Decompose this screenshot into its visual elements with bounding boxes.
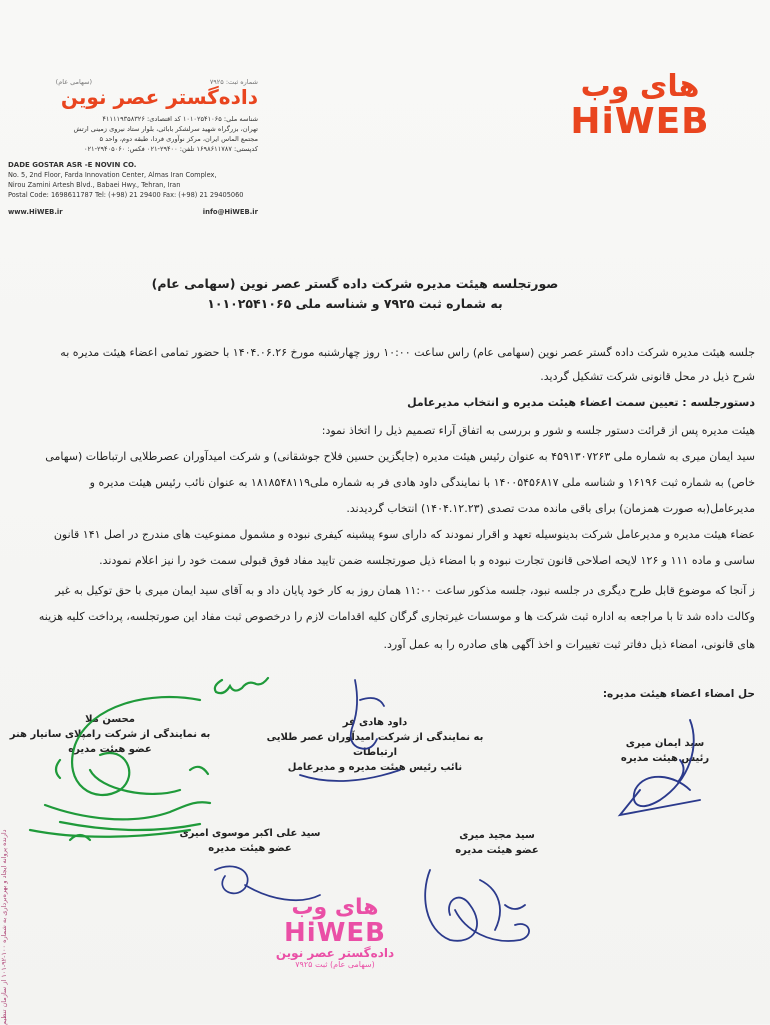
signer-role: رئیس هیئت مدیره (620, 753, 710, 764)
brand-logo-fa: های وب (580, 69, 700, 104)
company-logo-fa: داده‌گستر عصر نوین (60, 85, 258, 109)
blue-signature-chairman (620, 720, 700, 815)
company-email: info@HiWEB.ir (202, 208, 258, 216)
company-address-fa-1: تهران، بزرگراه شهید سرلشکر بابائی، بلوار ستاد نیروی زمینی ارتش (73, 125, 258, 133)
body-line: خاص) به شماره ثبت ۱۶۱۹۶ و شناسه ملی ۱۴۰۰۵۴۵۶۸۱۷ با نمایندگی داود هادی فر به شماره ملی۱۸۱۸۵۴۸۱۱۹ به عنوان نائب رئیس هیئت مدیره و (89, 476, 755, 489)
company-website: www.HiWEB.ir (8, 208, 63, 216)
signer-org: به نمایندگی از شرکت امیدآوران عصر طلایی ارتباطات (266, 732, 484, 758)
green-signature (30, 678, 268, 840)
body-line: وکالت داده شد تا با مراجعه به اداره ثبت شرکت ها و موسسات غیرتجاری گرگان کلیه اقدامات لازم را درخصوص ثبت مفاد این صورتجلسه، پرداخت کلیه هزینه (38, 610, 755, 623)
signer-role: عضو هیئت مدیره (68, 744, 152, 755)
body-line: مدیرعامل(به صورت همزمان) برای باقی مانده مدت تصدی (۱۴۰۴.۱۲.۲۳) انتخاب گردیدند. (346, 502, 755, 515)
company-address-fa-2: مجتمع الماس ایران، مرکز نوآوری فردا، طبقه دوم، واحد ۵ (99, 135, 258, 143)
signer-name: سید ایمان میری (625, 738, 705, 749)
company-address-en-2: Nirou Zamini Artesh Blvd., Babaei Hwy., Tehran, Iran (8, 181, 181, 189)
blue-signature-member-2 (425, 870, 529, 941)
company-name-en: DADE GOSTAR ASR -E NOVIN CO. (8, 161, 137, 169)
stamp-sub: (سهامی عام) ثبت ۷۹۲۵ (295, 960, 375, 969)
signer-role: عضو هیئت مدیره (455, 845, 539, 856)
stamp-company-fa: داده‌گستر عصر نوین (275, 946, 395, 960)
company-type: (سهامی عام) (55, 78, 92, 86)
company-reg-no: شماره ثبت: ۷۹۲۵ (209, 78, 258, 86)
document-title: صورتجلسه هیئت مدیره شرکت داده گستر عصر نوین (سهامی عام) (151, 276, 559, 291)
company-ids: شناسه ملی: ۱۰۱۰۲۵۴۱۰۶۵ کد اقتصادی: ۴۱۱۱۱۹۳۵۸۳۲۶ (102, 115, 258, 123)
signer-name: داود هادی فر (342, 717, 408, 728)
body-line: شرح ذیل در محل قانونی شرکت تشکیل گردید. (540, 370, 755, 383)
agenda-line: دستورجلسه : تعیین سمت اعضاء هیئت مدیره و انتخاب مدیرعامل (407, 396, 755, 409)
company-address-en-1: No. 5, 2nd Floor, Farda Innovation Center, Almas Iran Complex, (8, 171, 217, 179)
stamp-logo-fa: های وب (291, 895, 379, 920)
document-subtitle: به شماره ثبت ۷۹۲۵ و شناسه ملی ۱۰۱۰۲۵۴۱۰۶۵ (207, 296, 503, 311)
signature-block-chairman (600, 736, 730, 766)
company-contact-fa: کدپستی: ۱۶۹۸۶۱۱۷۸۷ تلفن: ۲۹۴۰۰-۰۲۱ فکس: ۲۹۴۰۵۰۶۰-۰۲۱ (83, 145, 258, 153)
signature-block-member-3 (160, 826, 340, 856)
body-line: ساسی و ماده ۱۱۱ و ۱۲۶ لایحه اصلاحی قانون تجارت نبوده و با امضاء ذیل صورتجلسه ضمن تایید مفاد فوق قبولی سمت خود را نیز اعلام نمودند. (99, 554, 755, 567)
signature-block-vice-chairman (250, 715, 500, 775)
body-line: جلسه هیئت مدیره شرکت داده گستر عصر نوین (سهامی عام) راس ساعت ۱۰:۰۰ روز چهارشنبه مورخ ۱۴۰۴.۰۶.۲۶ با حضور تمامی اعضاء هیئت مدیره به (60, 346, 755, 359)
signer-name: سید علی اکبر موسوی امیری (179, 828, 321, 839)
company-stamp (265, 896, 405, 969)
signer-org: به نمایندگی از شرکت رامپلای سانیار هنر (9, 729, 211, 740)
signer-role: عضو هیئت مدیره (208, 843, 292, 854)
body-line: های قانونی، امضاء ذیل دفاتر ثبت تغییرات و اخذ آگهی های صادره را به عمل آورد. (383, 638, 755, 651)
signatures-heading: حل امضاء اعضاء هیئت مدیره: (602, 688, 755, 700)
body-line: هیئت مدیره پس از قرائت دستور جلسه و شور و بررسی به اتفاق آراء تصمیم ذیل را اتخاذ نمود: (321, 424, 755, 437)
body-line: ز آنجا که موضوع قابل طرح دیگری در جلسه نبود، جلسه مذکور ساعت ۱۱:۰۰ همان روز به کار خود پایان داد و به آقای سید ایمان میری با حق توکیل به غیر (55, 584, 755, 597)
signature-block-member-2 (432, 828, 562, 858)
stamp-logo-en: HiWEB (284, 918, 386, 948)
signer-name: سید مجید میری (459, 830, 535, 841)
signer-name: محسن ملا (85, 714, 135, 725)
signer-role: نائب رئیس هیئت مدیره و مدیرعامل (287, 762, 463, 773)
brand-logo-en: HiWEB (570, 101, 710, 142)
signature-block-member-1 (5, 712, 215, 757)
document-body (15, 0, 755, 700)
body-line: عضاء هیئت مدیره و مدیرعامل شرکت بدینوسیله تعهد و اقرار نمودند که دارای سوء پیشینه کیفری نبوده و مشمول ممنوعیت های مندرج در اصل ۱۴۱ قانون (53, 528, 755, 541)
edge-license-note: دارنده پروانه ایجاد و بهره‌برداری به شماره ۱۰۰-۹۲-۱۰۱ از سازمان تنظیم (0, 829, 8, 1025)
company-contact-en: Postal Code: 1698611787 Tel: (+98) 21 29400 Fax: (+98) 21 29405060 (8, 191, 244, 199)
body-line: سید ایمان میری به شماره ملی ۴۵۹۱۳۰۷۲۶۳ به عنوان رئیس هیئت مدیره (جایگزین حسین فلاح جوشقانی) و شرکت امیدآوران عصرطلایی ارتباطات (سهامی (45, 450, 755, 463)
